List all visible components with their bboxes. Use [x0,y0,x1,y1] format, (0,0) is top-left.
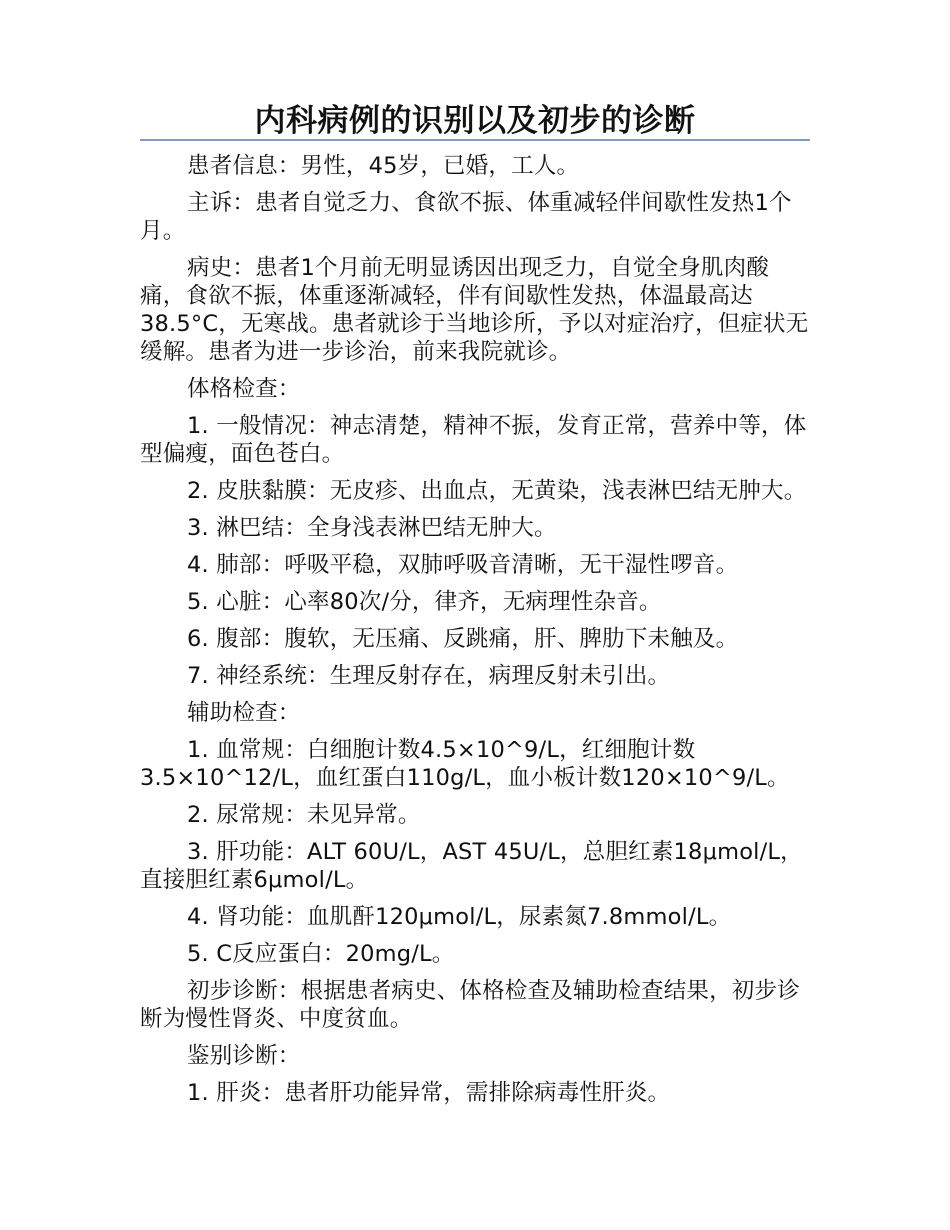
exam-item-skin: 2. 皮肤黏膜：无皮疹、出血点，无黄染，浅表淋巴结无肿大。 [187,478,807,504]
physical-exam-heading: 体格检查： [187,376,301,402]
document-title: 内科病例的识别以及初步的诊断 [254,103,696,139]
document-body [140,152,810,1116]
history-paragraph: 病史：患者1个月前无明显诱因出现乏力，自觉全身肌肉酸痛，食欲不振，体重逐渐减轻，伴有间歇性发热，体温最高达38.5°C，无寒战。患者就诊于当地诊所，予以对症治疗，但症状无缓解。患者为进一步诊治，前来我院就诊。 [140,255,809,365]
differential-item-hepatitis: 1. 肝炎：患者肝功能异常，需排除病毒性肝炎。 [187,1080,671,1106]
exam-item-lung: 4. 肺部：呼吸平稳，双肺呼吸音清晰，无干湿性啰音。 [187,552,739,578]
aux-item-liver: 3. 肝功能：ALT 60U/L，AST 45U/L，总胆红素18μmol/L，直接胆红素6μmol/L。 [140,839,803,893]
patient-info-paragraph: 患者信息：男性，45岁，已婚，工人。 [187,153,580,179]
exam-item-nervous: 7. 神经系统：生理反射存在，病理反射未引出。 [187,663,671,689]
chief-complaint-paragraph: 主诉：患者自觉乏力、食欲不振、体重减轻伴间歇性发热1个月。 [140,190,792,244]
auxiliary-exam-heading: 辅助检查： [187,700,301,726]
exam-item-heart: 5. 心脏：心率80次/分，律齐，无病理性杂音。 [187,589,662,615]
aux-item-urine: 2. 尿常规：未见异常。 [187,802,421,828]
title-underline [140,139,810,141]
exam-item-general: 1. 一般情况：神志清楚，精神不振，发育正常，营养中等，体型偏瘦，面色苍白。 [140,413,807,467]
aux-item-blood: 1. 血常规：白细胞计数4.5×10^9/L，红细胞计数3.5×10^12/L，血红蛋白110g/L，血小板计数120×10^9/L。 [140,737,790,791]
preliminary-diagnosis-paragraph: 初步诊断：根据患者病史、体格检查及辅助检查结果，初步诊断为慢性肾炎、中度贫血。 [140,978,800,1032]
exam-item-lymph: 3. 淋巴结：全身浅表淋巴结无肿大。 [187,515,557,541]
differential-diagnosis-heading: 鉴别诊断： [187,1043,301,1069]
aux-item-crp: 5. C反应蛋白：20mg/L。 [187,941,455,967]
exam-item-abdomen: 6. 腹部：腹软，无压痛、反跳痛，肝、脾肋下未触及。 [187,626,739,652]
aux-item-kidney: 4. 肾功能：血肌酐120μmol/L，尿素氮7.8mmol/L。 [187,904,732,930]
